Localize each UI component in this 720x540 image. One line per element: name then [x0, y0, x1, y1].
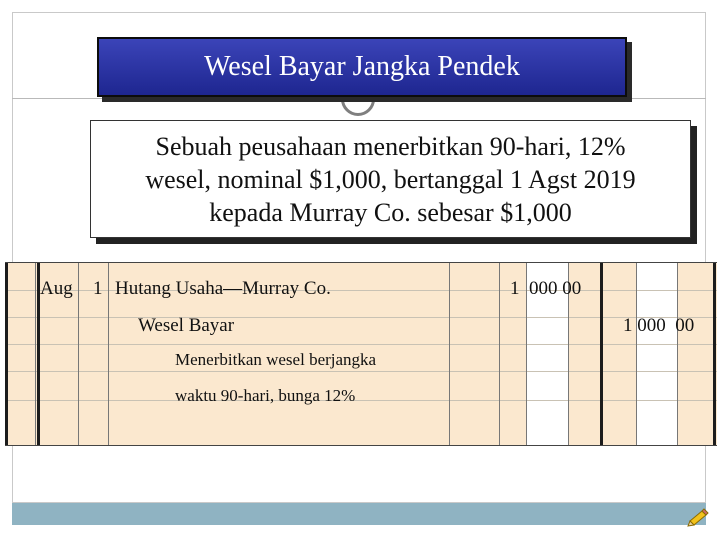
description-line-1: Sebuah peusahaan menerbitkan 90-hari, 12%: [155, 131, 626, 161]
journal-table: [5, 262, 717, 446]
row-divider: [5, 317, 717, 318]
row-divider: [5, 290, 717, 291]
slide-title: Wesel Bayar Jangka Pendek: [204, 51, 520, 82]
bottom-bar: [12, 503, 706, 525]
column-divider: [499, 263, 500, 445]
credit-amount: 1 000 00: [623, 315, 695, 336]
row-divider: [5, 400, 717, 401]
column-divider: [449, 263, 450, 445]
description-line-3: kepada Murray Co. sebesar $1,000: [209, 197, 572, 227]
description-line-2: wesel, nominal $1,000, bertanggal 1 Agst 2019: [145, 164, 636, 194]
column-divider: [108, 263, 109, 445]
description-box: [90, 120, 691, 238]
column-divider: [713, 263, 716, 445]
column-divider: [5, 263, 8, 445]
row-divider: [5, 371, 717, 372]
credit-account: Wesel Bayar: [138, 315, 235, 336]
debit-amount: 1 000 00: [510, 278, 582, 299]
column-divider: [35, 263, 36, 445]
column-divider: [600, 263, 603, 445]
column-divider: [677, 263, 678, 445]
debit-account: Hutang Usaha—Murray Co.: [115, 278, 331, 299]
entry-month: Aug: [40, 278, 73, 299]
column-divider: [636, 263, 637, 445]
entry-day: 1: [93, 278, 103, 299]
row-divider: [5, 344, 717, 345]
pencil-icon: [686, 507, 710, 527]
explanation-line-1: Menerbitkan wesel berjangka: [175, 350, 377, 369]
explanation-line-2: waktu 90-hari, bunga 12%: [175, 386, 356, 405]
column-divider: [78, 263, 79, 445]
slide-title-box: [97, 37, 627, 97]
